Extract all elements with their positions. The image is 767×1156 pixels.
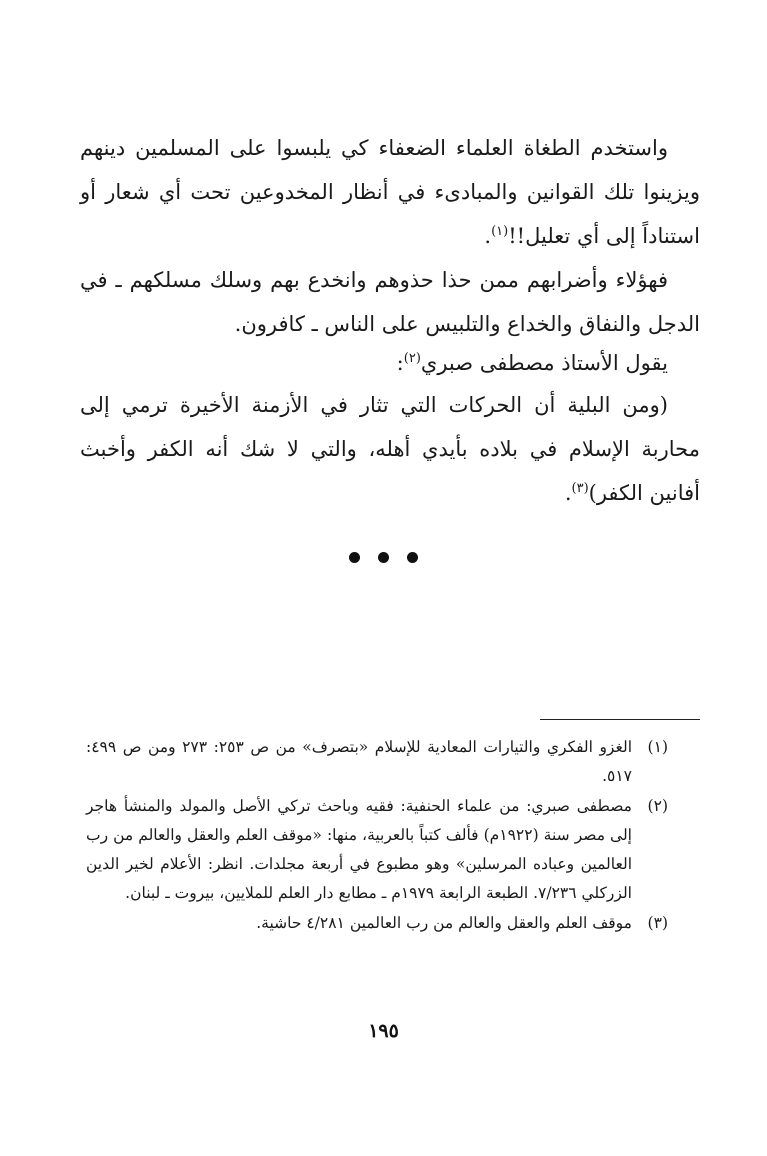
paragraph-3-text: يقول الأستاذ مصطفى صبري (420, 351, 668, 375)
footnote-number: (٣) (647, 914, 668, 932)
footnotes (86, 733, 668, 939)
paragraph-1-end: . (484, 224, 492, 248)
footnote-ref-1: (١) (491, 224, 509, 239)
paragraph-3 (80, 341, 700, 385)
paragraph-1-text: واستخدم الطغاة العلماء الضعفاء كي يلبسوا على المسلمين دينهم ويزينوا تلك القوانين والمبادىء في أنظار المخدوعين تحت أي شعار أو استناداً إلى أي تعليل!! (80, 136, 700, 248)
footnote-ref-3: (٣) (571, 481, 589, 496)
page-number: ١٩٥ (368, 1020, 399, 1042)
divider-dot (407, 552, 418, 563)
paragraph-4-quote (80, 383, 700, 515)
divider-dot (349, 552, 360, 563)
paragraph-4-text: (ومن البلية أن الحركات التي تثار في الأزمنة الأخيرة ترمي إلى محاربة الإسلام في بلاده بأيدي أهله، والتي لا شك أنه الكفر وأخبث أفانين الكفر) (80, 393, 700, 505)
footnote-1 (86, 733, 668, 791)
paragraph-4-end: . (564, 481, 572, 505)
footnote-ref-2: (٢) (403, 351, 421, 366)
footnote-text: مصطفى صبري: من علماء الحنفية: فقيه وباحث تركي الأصل والمولد والمنشأ هاجر إلى مصر سنة (١٩٢٢م) فألف كتباً بالعربية، منها: «موقف العلم والعقل والعالم من رب العالمين وعباده المرسلين» وهو مطبوع في أربعة مجلدات. انظر: الأعلام لخير الدين الزركلي ٧/٢٣٦. الطبعة الرابعة ١٩٧٩م ـ مطابع دار العلم للملايين، بيروت ـ لبنان. (86, 797, 632, 902)
paragraph-2-text: فهؤلاء وأضرابهم ممن حذا حذوهم وانخدع بهم وسلك مسلكهم ـ في الدجل والنفاق والخداع والتلبيس على الناس ـ كافرون. (80, 268, 700, 336)
paragraph-3-end: : (396, 351, 404, 375)
footnote-number: (٢) (647, 797, 668, 815)
footnote-text: الغزو الفكري والتيارات المعادية للإسلام «بتصرف» من ص ٢٥٣: ٢٧٣ ومن ص ٤٩٩: ٥١٧. (86, 738, 632, 785)
section-divider (0, 548, 767, 567)
paragraph-1 (80, 126, 700, 258)
footnote-separator (540, 719, 700, 720)
footnote-3 (86, 909, 668, 938)
paragraph-2 (80, 258, 700, 346)
footnote-2 (86, 792, 668, 908)
divider-dot (378, 552, 389, 563)
footnote-number: (١) (647, 738, 668, 756)
footnote-text: موقف العلم والعقل والعالم من رب العالمين ٤/٢٨١ حاشية. (256, 914, 632, 932)
